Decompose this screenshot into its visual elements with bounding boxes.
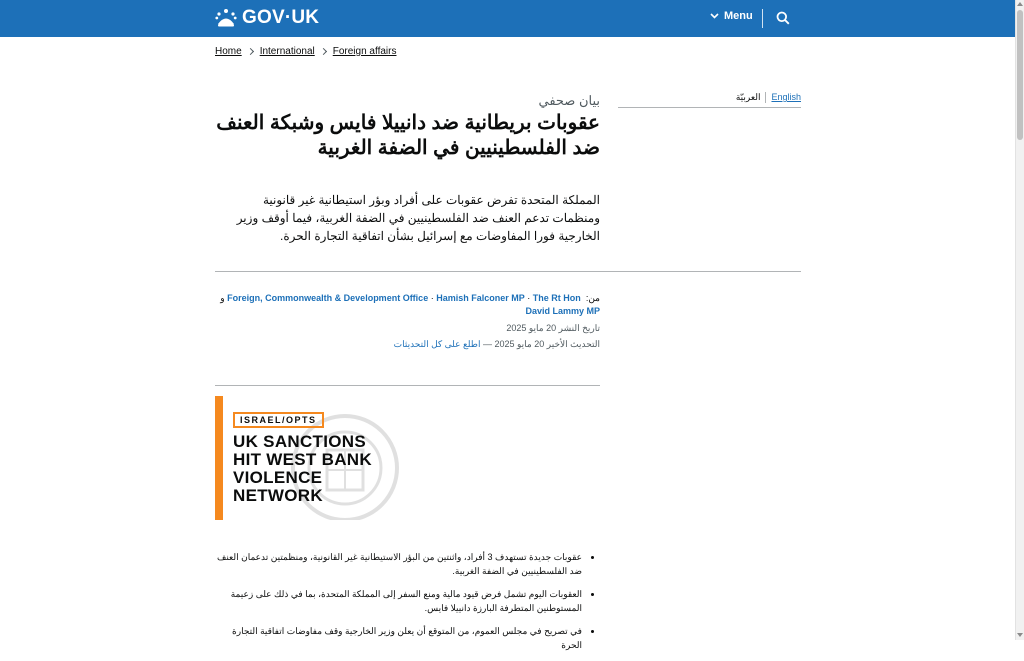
updated-dash: — (482, 339, 492, 349)
summary-list (215, 550, 600, 661)
banner-line-4: NETWORK (233, 486, 323, 505)
banner-tag: ISRAEL/OPTS (233, 412, 324, 428)
metadata-from (215, 292, 600, 318)
language-arabic-current: العربيّة (736, 92, 767, 103)
scroll-down-arrow-icon[interactable] (1017, 633, 1023, 637)
site-header (0, 0, 1015, 37)
updated-date: 20 مايو 2025 (494, 339, 545, 349)
breadcrumb-international[interactable]: International (259, 46, 315, 57)
article-image (215, 396, 407, 520)
published-line (215, 323, 600, 334)
breadcrumb (215, 46, 396, 57)
logo-text: GOV·UK (242, 7, 320, 28)
published-date: 20 مايو 2025 (506, 323, 557, 333)
list-item: • في تصريح في مجلس العموم، من المتوقع أن يعلن وزير الخارجية وقف مفاوضات اتفاقية التجارة الحرة (215, 624, 582, 652)
header-divider (762, 9, 763, 28)
section-divider (215, 271, 801, 272)
updated-label: التحديث الأخير (546, 339, 600, 349)
list-item: • العقوبات اليوم تشمل فرض قيود مالية ومنع السفر إلى المملكة المتحدة، بما في ذلك على زعيمة المستوطنين المتطرفة البارزة دانييلا فايس. (215, 587, 582, 615)
from-link-fcdo[interactable]: Foreign, Commonwealth & Development Office (227, 293, 429, 303)
from-link-hamish-falconer[interactable]: Hamish Falconer MP (436, 293, 525, 303)
crown-icon (215, 8, 237, 28)
lead-paragraph: المملكة المتحدة تفرض عقوبات على أفراد وبؤر استيطانية غير قانونية ومنظمات تدعم العنف ضد الفلسطينيين في الضفة الغربية، فيما أوقف وزير الخارجية فورا المفاوضات مع إسرائيل بشأن اتفاقية التجارة الحرة. (236, 193, 600, 243)
from-label: من: (585, 293, 600, 303)
from-link-david-lammy[interactable]: David Lammy MP (525, 306, 600, 316)
menu-button[interactable] (710, 10, 753, 22)
scroll-thumb[interactable] (1017, 10, 1023, 140)
search-icon (776, 12, 790, 29)
page-title: عقوبات بريطانية ضد دانييلا فايس وشبكة العنف ضد الفلسطينيين في الضفة الغربية (216, 112, 600, 159)
banner-line-1: UK SANCTIONS (233, 432, 366, 451)
banner-line-2: HIT WEST BANK (233, 450, 372, 469)
search-button[interactable] (776, 11, 790, 30)
page-scrollbar[interactable] (1015, 0, 1024, 640)
breadcrumb-foreign-affairs[interactable]: Foreign affairs (332, 46, 397, 57)
chevron-down-icon (710, 10, 719, 22)
banner-accent-bar (215, 396, 223, 520)
separator-dot: · (430, 293, 434, 303)
chevron-right-icon (320, 48, 327, 55)
and-word: و (220, 293, 225, 303)
language-english-link[interactable]: English (771, 92, 801, 102)
menu-label: Menu (724, 10, 753, 22)
published-label: تاريخ النشر (558, 323, 600, 333)
metadata-divider (215, 385, 600, 386)
page-caption: بيان صحفي (538, 93, 600, 108)
chevron-right-icon (247, 48, 254, 55)
scroll-up-arrow-icon[interactable] (1017, 2, 1023, 6)
govuk-logo-link[interactable] (215, 7, 319, 29)
list-item: • عقوبات جديدة تستهدف 3 أفراد، واثنتين من البؤر الاستيطانية غير القانونية، ومنظمتين تدعمان العنف ضد الفلسطينيين في الضفة الغربية. (215, 550, 582, 578)
banner-line-3: VIOLENCE (233, 468, 323, 487)
see-all-updates-link[interactable]: اطلع على كل التحديثات (393, 339, 481, 349)
breadcrumb-home[interactable]: Home (215, 46, 242, 57)
from-link-rt-hon[interactable]: The Rt Hon (532, 293, 581, 303)
language-switcher (618, 92, 801, 108)
separator-dot: · (527, 293, 531, 303)
updated-line (215, 339, 600, 350)
